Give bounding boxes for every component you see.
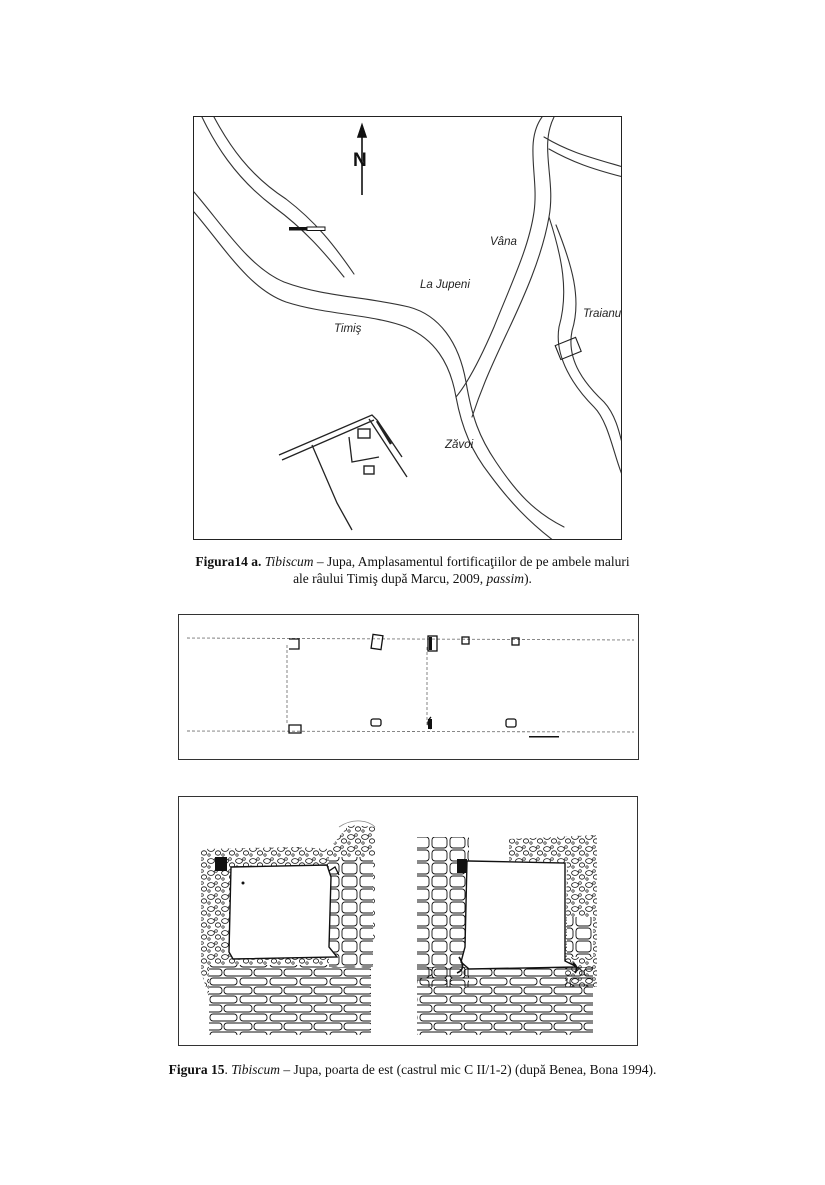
- gate-masonry-plan: [178, 796, 638, 1046]
- place-label-vana: Vâna: [490, 236, 517, 248]
- tower-ne-2: [462, 637, 469, 644]
- timis-river-south-bank: [194, 212, 554, 540]
- left-tower: [201, 821, 375, 1035]
- figure-14-label: Figura14 a.: [195, 554, 262, 569]
- figure-15-site: Tibiscum: [231, 1062, 280, 1077]
- north-label: N: [353, 150, 367, 171]
- gate-outline-drawing: [179, 615, 638, 759]
- ne-stream-1: [544, 137, 622, 167]
- figure-15-label: Figura 15: [168, 1062, 225, 1077]
- tower-sw-1: [289, 725, 301, 733]
- place-label-traianu: Traianu: [583, 308, 622, 320]
- traianu-stream-2: [556, 225, 622, 447]
- place-label-la-jupeni: La Jupeni: [420, 279, 470, 291]
- west-stream-1: [202, 117, 344, 277]
- vana-stream-1: [456, 117, 542, 397]
- castrum-plan-icon: [279, 415, 407, 530]
- figure-14-passim: passim: [486, 571, 525, 586]
- figure-15-text: – Jupa, poarta de est (castrul mic C II/1-2) (după Benea, Bona 1994).: [280, 1062, 657, 1077]
- right-room: [461, 861, 577, 969]
- left-room: [229, 865, 337, 959]
- figure-14-caption: [0, 553, 825, 587]
- figure-15-sep: .: [224, 1062, 232, 1077]
- west-stream-2: [214, 117, 354, 274]
- tower-se-2: [506, 719, 516, 727]
- right-tower: [417, 835, 597, 1035]
- tower-nw-1: [289, 639, 299, 649]
- tower-sw-2: [371, 719, 381, 726]
- figure-15-caption: [0, 1061, 825, 1078]
- figure-14-site: Tibiscum: [264, 554, 314, 569]
- place-label-zavoi: Zăvoi: [445, 439, 474, 451]
- gate-masonry-drawing: [179, 797, 637, 1045]
- traianu-stream-1: [549, 217, 622, 477]
- map-drawing: [194, 117, 622, 540]
- tower-nw-2: [371, 634, 383, 649]
- place-label-timis: Timiş: [334, 323, 362, 335]
- scale-bar-icon: [289, 227, 325, 231]
- gate-outline-plan: [178, 614, 639, 760]
- figure-14-text-line2a: ale râului Timiş după Marcu, 2009,: [293, 571, 487, 586]
- vana-stream-2: [472, 117, 554, 417]
- figure-14-text-line1: – Jupa, Amplasamentul fortificaţiilor de pe ambele maluri: [313, 554, 630, 569]
- site-map: [193, 116, 622, 540]
- figure-14-text-line2b: ).: [524, 571, 532, 586]
